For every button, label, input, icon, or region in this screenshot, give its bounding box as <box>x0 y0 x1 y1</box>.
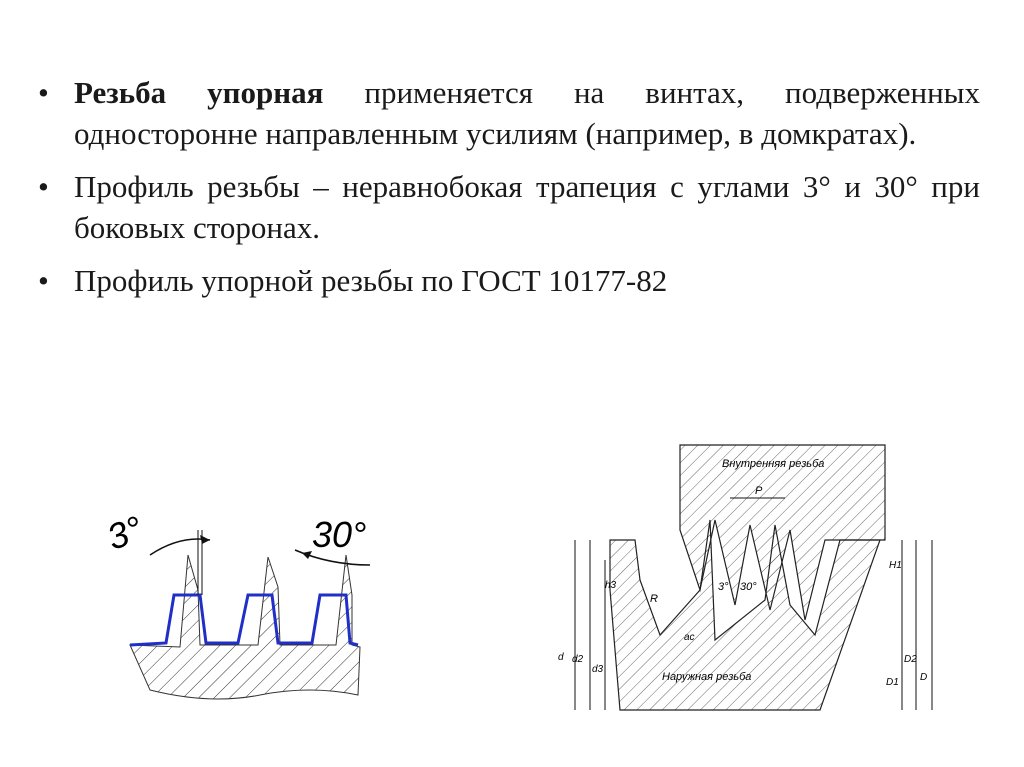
H1-label: H1 <box>889 560 902 571</box>
pitch-label: P <box>755 485 763 497</box>
bullet-item-2 <box>38 166 980 248</box>
thread-profile-line <box>130 595 358 645</box>
angle-3-label: 3° <box>101 507 148 558</box>
outer-thread-label: Наружная резьба <box>662 671 752 683</box>
angle-30-label-2: 30° <box>740 581 757 593</box>
thread-profile-figure <box>90 495 390 725</box>
h3-label: h3 <box>605 580 617 591</box>
d2-label: d2 <box>572 654 584 665</box>
bullet-2-text: Профиль резьбы – неравнобокая трапеция с углами 3° и 30° при боковых сторонах. <box>74 169 980 245</box>
bullet-1-text: применяется на винтах, подверженных односторонне направленным усилиям (например, в домкратах). <box>74 75 981 151</box>
bullet-item-3 <box>38 260 980 301</box>
angle-30-label: 30° <box>312 514 367 555</box>
D-label: D <box>920 672 928 683</box>
D2-label: D2 <box>904 654 917 665</box>
gost-profile-drawing <box>550 440 950 730</box>
d-label: d <box>558 652 564 663</box>
D1-label: D1 <box>886 677 899 688</box>
r-label: R <box>650 593 658 605</box>
bullet-item-1 <box>38 72 980 154</box>
ac-label: ac <box>684 632 695 643</box>
inner-thread-label: Внутренняя резьба <box>722 458 825 470</box>
bullet-3-text: Профиль упорной резьбы по ГОСТ 10177-82 <box>74 263 668 298</box>
bullet-1-bold: Резьба упорная <box>74 75 324 110</box>
angle-3-label-2: 3° <box>718 581 729 593</box>
bullet-list <box>38 72 980 313</box>
d3-label: d3 <box>592 664 604 675</box>
